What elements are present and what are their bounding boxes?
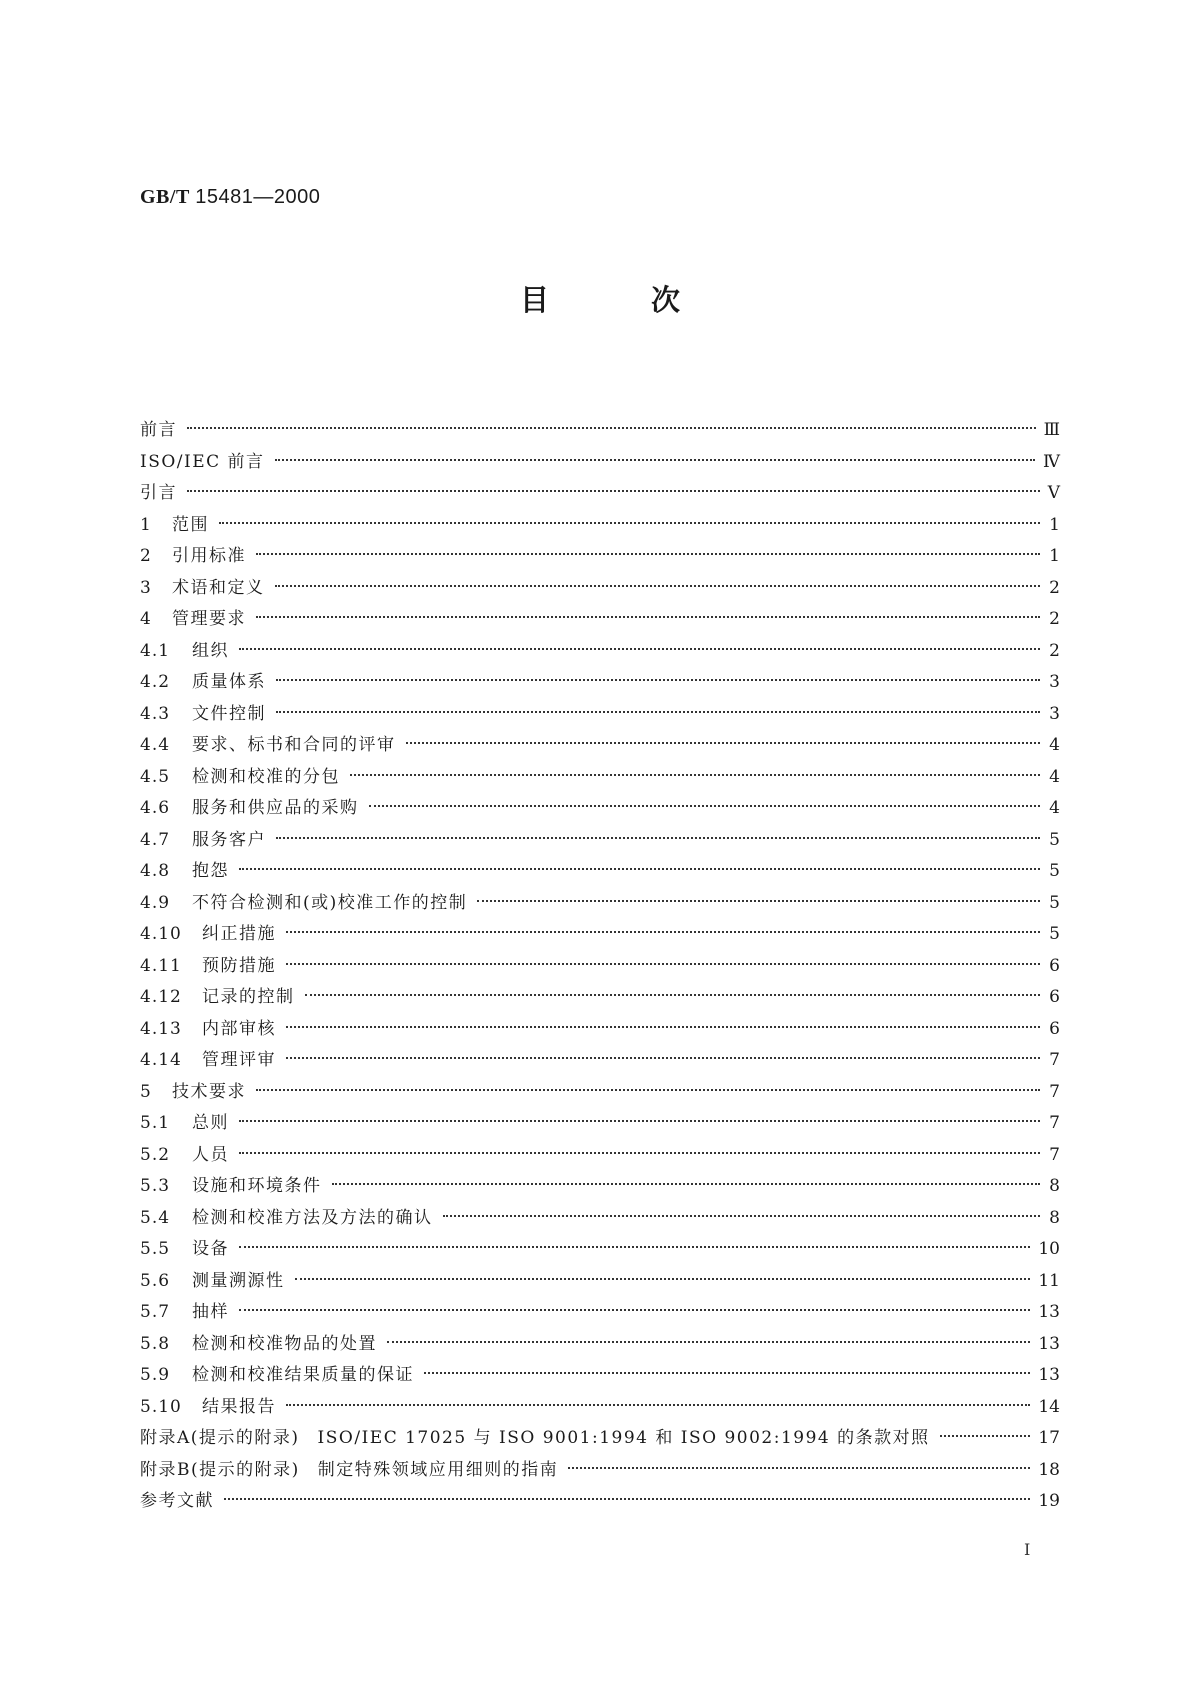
toc-entry-page: 19 [1038,1491,1060,1511]
toc-entry-page: 18 [1038,1459,1060,1480]
toc-entry [140,478,1060,510]
toc-entry-title: 总则 [192,1113,229,1133]
toc-entry [140,447,1060,479]
toc-entry-number: 4.7 [140,829,171,850]
dot-leader [224,1497,1030,1500]
toc-entry-number: 5.9 [140,1365,171,1385]
dot-leader [239,1245,1030,1248]
toc-entry-title: 组织 [192,640,229,661]
toc-entry-subtitle: ISO/IEC 17025 与 ISO 9001:1994 和 ISO 9002:1994 的条款对照 [317,1428,930,1448]
toc-entry-page: 3 [1049,672,1060,692]
toc-entry-title: 检测和校准的分包 [192,766,340,787]
toc-entry-title: 管理评审 [202,1050,276,1070]
dot-leader [276,710,1040,713]
toc-entry [140,1045,1060,1077]
toc-entry-page: 4 [1049,766,1060,787]
dot-leader [286,1025,1040,1028]
toc-entry-title: 服务客户 [192,829,266,850]
toc-entry [140,415,1060,447]
toc-entry-number: 4.4 [140,735,171,755]
dot-leader [350,773,1040,776]
dot-leader [286,930,1040,933]
dot-leader [239,867,1040,870]
toc-entry [140,762,1060,794]
toc-entry-number: 2 [140,546,152,566]
toc-entry-number: 4.12 [140,987,182,1007]
dot-leader [286,1403,1030,1406]
toc-entry [140,888,1060,920]
toc-entry-number: 5.3 [140,1176,171,1196]
toc-entry [140,1392,1060,1424]
toc-entry-title: 不符合检测和(或)校准工作的控制 [192,892,468,913]
toc-entry-number: 5.7 [140,1302,171,1322]
toc-entry-page: 5 [1049,829,1060,850]
standard-prefix: GB/T [140,186,190,208]
toc-entry [140,541,1060,573]
toc-entry-number: 4.1 [140,640,171,661]
toc-entry-number: 4.2 [140,672,171,692]
toc-entry-title: 内部审核 [202,1018,276,1039]
toc-entry [140,636,1060,668]
toc-entry-title: 抽样 [192,1302,229,1322]
toc-entry-number: 5.6 [140,1270,171,1291]
toc-entry [140,699,1060,731]
dot-leader [424,1371,1030,1374]
toc-entry-number: 4.9 [140,892,171,913]
dot-leader [256,615,1040,618]
toc-entry-number: 5 [140,1081,152,1102]
toc-entry [140,1266,1060,1298]
toc-entry-title: 技术要求 [172,1081,246,1102]
toc-entry-page: 7 [1049,1113,1060,1133]
dot-leader [275,458,1035,461]
toc-entry-title: 附录B(提示的附录) [140,1459,300,1480]
toc-entry-title: 检测和校准结果质量的保证 [192,1365,414,1385]
toc-entry-title: 设施和环境条件 [192,1176,322,1196]
toc-entry-title: 纠正措施 [202,924,276,944]
toc-entry [140,919,1060,951]
toc-entry-number: 4.6 [140,798,171,818]
toc-entry-number: 5.8 [140,1333,171,1354]
toc-entry-page: Ⅳ [1043,451,1060,472]
toc-entry-page: 7 [1049,1081,1060,1102]
dot-leader [286,962,1040,965]
toc-entry-page: 6 [1049,955,1060,976]
toc-entry-page: 6 [1049,1018,1060,1039]
dot-leader [406,741,1041,744]
dot-leader [239,1119,1040,1122]
dot-leader [187,489,1040,492]
page-folio: I [1024,1540,1031,1559]
toc-entry-page: 1 [1049,546,1060,566]
toc-entry-title: 引言 [140,483,177,503]
toc-entry-page: 5 [1049,861,1060,881]
toc-entry-title: 范围 [172,514,209,535]
toc-entry-page: 5 [1049,924,1060,944]
toc-entry-page: 2 [1049,609,1060,629]
toc-entry [140,825,1060,857]
toc-entry [140,1077,1060,1109]
toc-entry-number: 5.5 [140,1239,171,1259]
dot-leader [276,678,1040,681]
dot-leader [219,521,1040,524]
toc-entry-number: 5.1 [140,1113,171,1133]
toc-entry-number: 3 [140,577,152,598]
toc-entry-number: 4.11 [140,955,182,976]
toc-entry [140,510,1060,542]
toc-entry [140,1108,1060,1140]
toc-entry-number: 4.10 [140,924,182,944]
toc-entry [140,1203,1060,1235]
toc-entry-number: 4.8 [140,861,171,881]
dot-leader [187,426,1036,429]
toc-entry-number: 4.5 [140,766,171,787]
dot-leader [239,1308,1030,1311]
page-title [520,278,680,319]
toc-entry-page: 13 [1038,1333,1060,1354]
toc-entry-page: 11 [1038,1270,1060,1291]
toc-entry [140,856,1060,888]
dot-leader [369,804,1041,807]
dot-leader [256,1088,1040,1091]
toc-entry [140,793,1060,825]
toc-entry [140,1014,1060,1046]
toc-entry-title: 前言 [140,420,177,440]
dot-leader [477,899,1040,902]
dot-leader [286,1056,1040,1059]
toc-entry-title: 要求、标书和合同的评审 [192,735,396,755]
toc-entry-page: Ⅲ [1043,420,1060,440]
toc-entry-number: 4.13 [140,1018,182,1039]
toc-entry-page: 17 [1038,1428,1060,1448]
toc-entry [140,1234,1060,1266]
toc-entry-number: 4.3 [140,703,171,724]
toc-entry-title: 管理要求 [172,609,246,629]
toc-entry-page: 2 [1049,640,1060,661]
toc-entry-page: 8 [1049,1207,1060,1228]
toc-entry-page: 5 [1049,892,1060,913]
toc-entry [140,1171,1060,1203]
toc-entry-title: 文件控制 [192,703,266,724]
dot-leader [940,1434,1031,1437]
standard-code [140,186,320,209]
toc-entry-page: 3 [1049,703,1060,724]
toc-entry-page: 4 [1049,798,1060,818]
toc-entry-page: 2 [1049,577,1060,598]
title-char-2: 次 [650,283,680,317]
dot-leader [276,836,1040,839]
toc-entry-title: 检测和校准物品的处置 [192,1333,377,1354]
toc-entry [140,1423,1060,1455]
dot-leader [239,647,1040,650]
toc-entry-page: 4 [1049,735,1060,755]
toc-entry-title: 术语和定义 [172,577,265,598]
dot-leader [443,1214,1041,1217]
toc-entry-title: 附录A(提示的附录) [140,1428,300,1448]
toc-entry-page: 8 [1049,1176,1060,1196]
toc-entry-subtitle: 制定特殊领域应用细则的指南 [317,1459,559,1480]
toc-entry-number: 4 [140,609,152,629]
toc-entry [140,982,1060,1014]
toc-entry-page: 10 [1038,1239,1060,1259]
toc-entry-title: 结果报告 [202,1396,276,1417]
dot-leader [332,1182,1041,1185]
toc-entry-number: 5.4 [140,1207,171,1228]
toc-entry-page: 1 [1049,514,1060,535]
toc-entry-title: 质量体系 [192,672,266,692]
toc-entry-page: 7 [1049,1050,1060,1070]
dot-leader [275,584,1041,587]
toc-entry-title: 测量溯源性 [192,1270,285,1291]
toc-entry-number: 1 [140,514,152,535]
toc-entry [140,1486,1060,1518]
toc-entry-title: 服务和供应品的采购 [192,798,359,818]
dot-leader [295,1277,1031,1280]
dot-leader [305,993,1041,996]
toc-entry-title: 抱怨 [192,861,229,881]
toc-entry-page: 13 [1038,1302,1060,1322]
title-char-1: 目 [520,283,550,317]
dot-leader [256,552,1040,555]
toc-entry-title: 人员 [192,1144,229,1165]
toc-entry-number: 5.10 [140,1396,182,1417]
toc-entry [140,573,1060,605]
toc-entry-title: 参考文献 [140,1491,214,1511]
toc-entry-page: 14 [1038,1396,1060,1417]
toc-entry [140,1455,1060,1487]
toc-entry-page: 7 [1049,1144,1060,1165]
toc-entry-number: 5.2 [140,1144,171,1165]
toc-entry-title: 记录的控制 [202,987,295,1007]
toc-entry-title: 引用标准 [172,546,246,566]
toc-entry [140,730,1060,762]
dot-leader [568,1466,1030,1469]
toc-entry [140,1140,1060,1172]
standard-number: 15481—2000 [195,186,321,208]
dot-leader [239,1151,1040,1154]
toc-entry-title: 检测和校准方法及方法的确认 [192,1207,433,1228]
toc-entry-title: 设备 [192,1239,229,1259]
toc-entry [140,951,1060,983]
toc-entry-title: ISO/IEC 前言 [140,451,265,472]
table-of-contents [140,415,1060,1518]
toc-entry-page: 13 [1038,1365,1060,1385]
toc-entry [140,1360,1060,1392]
toc-entry [140,1297,1060,1329]
toc-entry [140,1329,1060,1361]
toc-entry-title: 预防措施 [202,955,276,976]
toc-entry-page: 6 [1049,987,1060,1007]
toc-entry [140,604,1060,636]
toc-entry [140,667,1060,699]
dot-leader [387,1340,1030,1343]
toc-entry-page: Ⅴ [1047,483,1060,503]
toc-entry-number: 4.14 [140,1050,182,1070]
